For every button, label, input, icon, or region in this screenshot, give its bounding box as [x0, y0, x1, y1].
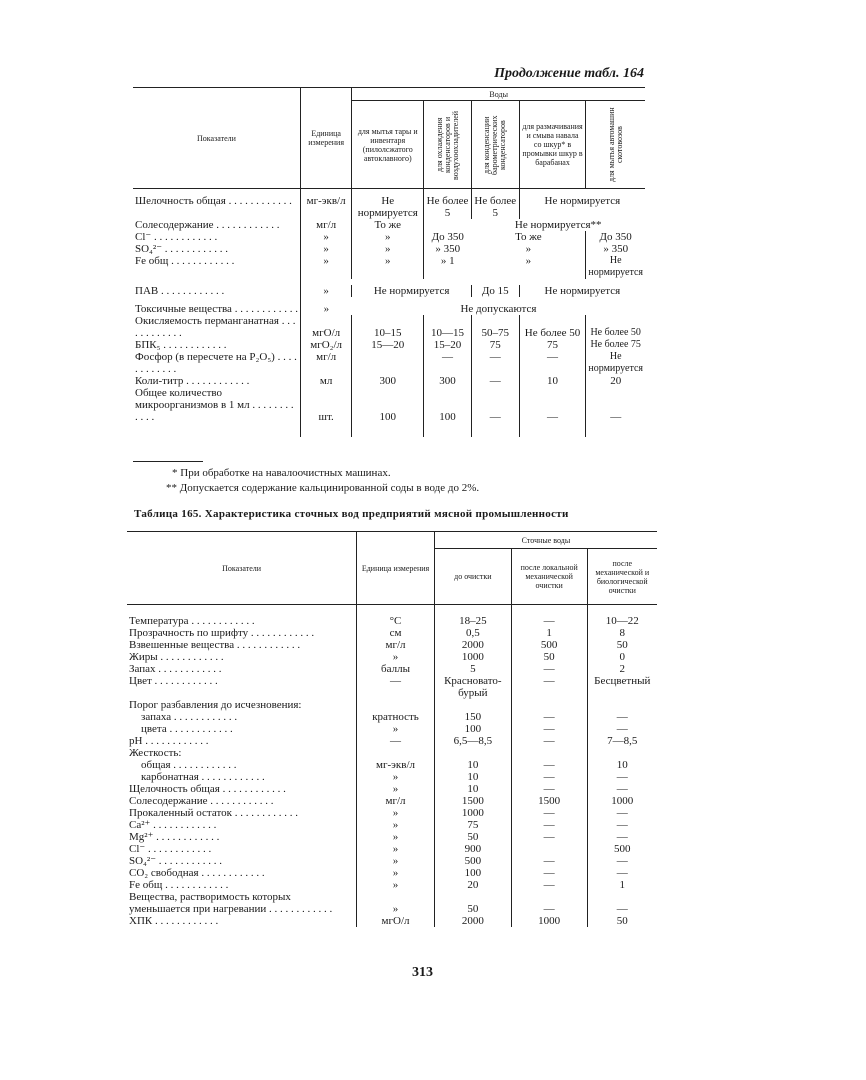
- t2-r23-c3: 50: [587, 915, 657, 927]
- table-row: [127, 783, 657, 795]
- t2-r13-c1: 10: [434, 783, 511, 795]
- t2-r1-c1: 0,5: [434, 627, 511, 639]
- table-row: [133, 255, 645, 279]
- t1-r5-c3: До 15: [471, 285, 519, 297]
- t2-r13-c3: —: [587, 783, 657, 795]
- t1-r1-unit: мг/л: [300, 219, 351, 231]
- table-row: [127, 747, 657, 759]
- t2-r12-c3: —: [587, 771, 657, 783]
- t1-r8-c1: 15—20: [352, 339, 424, 351]
- t1-r9-name: Фосфор (в пересчете на P₂O₅) . . .: [133, 351, 300, 375]
- table-row: [133, 243, 645, 255]
- t1-r11-c5: —: [586, 387, 645, 423]
- t2-r19-c1: 500: [434, 855, 511, 867]
- page-number: 313: [412, 965, 433, 980]
- t2-r7-c3: —: [587, 711, 657, 723]
- t1-r0-c45: Не нормируется: [519, 195, 645, 219]
- t2-r5-c1: Красновато-бурый: [434, 675, 511, 699]
- t2-header-unit: Единица измерения: [357, 532, 435, 605]
- table-row: [133, 285, 645, 297]
- t1-r9-c4: —: [519, 351, 586, 375]
- t1-header-c4: для размачивания и смыва навала со шкур* в промывки шкур в барабанах: [519, 101, 586, 189]
- t1-r0-c3: Не более 5: [471, 195, 519, 219]
- t1-r0-name: Шелочность общая . . .: [133, 195, 300, 219]
- t1-r8-c4: 75: [519, 339, 586, 351]
- t1-r9-unit: мг/л: [300, 351, 351, 375]
- t2-r20-c1: 100: [434, 867, 511, 879]
- table-165: [127, 531, 657, 927]
- t2-r0-unit: °С: [357, 615, 435, 627]
- t2-r9-c3: 7—8,5: [587, 735, 657, 747]
- t2-r3-unit: »: [357, 651, 435, 663]
- table-row: [127, 915, 657, 927]
- t1-r9-c2: —: [424, 351, 472, 375]
- t1-r7-c4: Не более 50: [519, 315, 586, 339]
- t2-r9-c2: —: [511, 735, 587, 747]
- table-row: [133, 219, 645, 231]
- table-row: [127, 735, 657, 747]
- t2-r5-name: Цвет . . .: [127, 675, 357, 699]
- table-row: [127, 711, 657, 723]
- t1-body: [133, 189, 645, 437]
- table-row: [133, 375, 645, 387]
- t1-header-unit: Единица измерения: [300, 88, 351, 189]
- t1-r3-unit: »: [300, 243, 351, 255]
- t1-r11-unit: шт.: [300, 387, 351, 423]
- t2-r22-name: Вещества, растворимость которых уменьшается при нагревании . . .: [127, 891, 357, 915]
- t2-header-waste: Сточные воды: [434, 532, 657, 549]
- t1-r10-name: Коли-титр . . .: [133, 375, 300, 387]
- t2-r3-c1: 1000: [434, 651, 511, 663]
- t2-r15-name: Прокаленный остаток . . .: [127, 807, 357, 819]
- footnote-1: * При обработке на навалоочистных машинах.: [172, 467, 391, 479]
- table-row: [127, 651, 657, 663]
- t1-r10-unit: мл: [300, 375, 351, 387]
- t1-r9-c3: —: [471, 351, 519, 375]
- t2-r22-c1: 50: [434, 891, 511, 915]
- t2-r23-name: ХПК . . .: [127, 915, 357, 927]
- table-row: [127, 627, 657, 639]
- table-row: [127, 867, 657, 879]
- t1-r2-c2: До 350: [424, 231, 472, 243]
- t2-r14-unit: мг/л: [357, 795, 435, 807]
- t2-r19-c2: —: [511, 855, 587, 867]
- t2-r10-c2: [511, 747, 587, 759]
- t1-r4-c2: » 1: [424, 255, 472, 279]
- t1-r5-unit: »: [300, 285, 351, 297]
- t2-r15-c3: —: [587, 807, 657, 819]
- t1-header-c5: для мытья автомашин скотовозов: [606, 107, 624, 182]
- t2-r20-name: CO₂ свободная . . .: [127, 867, 357, 879]
- table-row: [133, 339, 645, 351]
- t2-r5-c2: —: [511, 675, 587, 699]
- table-row: [133, 195, 645, 219]
- t2-r11-c1: 10: [434, 759, 511, 771]
- t2-r17-c2: —: [511, 831, 587, 843]
- t2-r4-name: Запах . . .: [127, 663, 357, 675]
- t1-r3-name: SO₄²⁻ . . .: [133, 243, 300, 255]
- t1-r8-unit: мгО₂/л: [300, 339, 351, 351]
- t2-r14-c3: 1000: [587, 795, 657, 807]
- t2-r10-name: Жесткость:: [129, 746, 182, 759]
- table-row: [127, 843, 657, 855]
- t2-r12-c2: —: [511, 771, 587, 783]
- t1-r8-c5: Не более 75: [586, 339, 645, 351]
- table-row: [127, 807, 657, 819]
- t2-r10-c1: [434, 747, 511, 759]
- t2-r1-c3: 8: [587, 627, 657, 639]
- table-row: [127, 855, 657, 867]
- t1-r4-c3: »: [525, 254, 532, 267]
- t2-r15-c1: 1000: [434, 807, 511, 819]
- t1-r2-name: Cl⁻ . . .: [133, 231, 300, 243]
- t1-r4-unit: »: [300, 255, 351, 279]
- t2-r12-unit: »: [357, 771, 435, 783]
- t1-r4-c45: Не нормируется: [586, 255, 645, 279]
- t1-r2-unit: »: [300, 231, 351, 243]
- table-row: [127, 771, 657, 783]
- table-row: [127, 795, 657, 807]
- table-row: [133, 231, 645, 243]
- t1-r11-c1: 100: [352, 387, 424, 423]
- t2-r2-c3: 50: [587, 639, 657, 651]
- t2-r21-c3: 1: [587, 879, 657, 891]
- t2-r7-c1: 150: [434, 711, 511, 723]
- t1-r11-c2: 100: [424, 387, 472, 423]
- t2-r19-unit: »: [357, 855, 435, 867]
- t1-r6-name: Токсичные вещества . . .: [133, 303, 300, 315]
- t1-r1-c2: [424, 219, 472, 231]
- t2-r13-c2: —: [511, 783, 587, 795]
- t2-r1-name: Прозрачность по шрифту . . .: [127, 627, 357, 639]
- t1-header-c3: для конденсации барометрических конденсаторов: [482, 114, 508, 175]
- t2-r11-c3: 10: [587, 759, 657, 771]
- t1-r3-c45: » 350: [586, 243, 645, 255]
- t2-r0-c2: —: [511, 615, 587, 627]
- t2-r15-unit: »: [357, 807, 435, 819]
- t2-r6-c3: [587, 699, 657, 711]
- table-row: [127, 663, 657, 675]
- t2-r3-c2: 50: [511, 651, 587, 663]
- t2-r7-name: запаха . . .: [127, 711, 357, 723]
- t1-r10-c4: 10: [519, 375, 586, 387]
- table-row: [127, 879, 657, 891]
- t2-r11-unit: мг-экв/л: [357, 759, 435, 771]
- t2-r19-c3: —: [587, 855, 657, 867]
- t1-header-c1: для мытья тары и инвентаря (пилолсжатого автоклавного): [352, 101, 424, 189]
- t2-r12-c1: 10: [434, 771, 511, 783]
- t2-r20-c3: —: [587, 867, 657, 879]
- t2-r18-name: Cl⁻ . . .: [127, 843, 357, 855]
- t2-r21-c1: 20: [434, 879, 511, 891]
- t2-r17-name: Mg²⁺ . . .: [127, 831, 357, 843]
- t1-r3-c1: »: [352, 243, 424, 255]
- t1-r8-c3: 75: [471, 339, 519, 351]
- t2-r16-c1: 75: [434, 819, 511, 831]
- t1-r7-c5: Не более 50: [586, 315, 645, 339]
- t1-header-c2: для охлаждения конденсаторов и воздухоохладителей: [434, 109, 460, 180]
- t2-r13-name: Щелочность общая . . .: [127, 783, 357, 795]
- t2-r6-unit: [357, 699, 435, 711]
- continuation-caption: Продолжение табл. 164: [494, 66, 644, 81]
- t1-r9-c1: [352, 351, 424, 375]
- t1-r1-c3: Не нормируется**: [514, 218, 602, 231]
- t2-header-c3: после механической и биологической очистки: [587, 549, 657, 605]
- t2-r17-c3: —: [587, 831, 657, 843]
- table-row: [127, 639, 657, 651]
- t1-r11-name: Общее количество микроорганизмов в 1 мл . . .: [133, 387, 300, 423]
- t1-r7-c3: 50–75: [471, 315, 519, 339]
- footnote-rule: [133, 461, 203, 462]
- t1-r7-unit: мгО/л: [300, 315, 351, 339]
- t2-r10-unit: [357, 747, 435, 759]
- table-row: [127, 675, 657, 699]
- t2-r21-name: Fe общ . . .: [127, 879, 357, 891]
- t2-r7-c2: —: [511, 711, 587, 723]
- table-row: [127, 831, 657, 843]
- t2-r23-unit: мгО/л: [357, 915, 435, 927]
- t1-r11-c4: —: [519, 387, 586, 423]
- t2-r12-name: карбонатная . . .: [127, 771, 357, 783]
- t2-body: [127, 605, 657, 927]
- table-row: [133, 351, 645, 375]
- t1-r3-c2: » 350: [424, 243, 472, 255]
- t2-r0-name: Температура . . .: [127, 615, 357, 627]
- t1-r0-c2: Не более 5: [424, 195, 472, 219]
- t2-r17-c1: 50: [434, 831, 511, 843]
- t1-r5-name: ПАВ . . .: [133, 285, 300, 297]
- t2-r8-unit: »: [357, 723, 435, 735]
- table-165-title: Таблица 165. Характеристика сточных вод предприятий мясной промышленности: [134, 508, 569, 520]
- t1-header-c3-cell: [471, 101, 519, 189]
- t1-r7-c2: 10—15: [424, 315, 472, 339]
- t1-r10-c3: —: [471, 375, 519, 387]
- table-row: [133, 387, 645, 423]
- t2-r18-c3: 500: [587, 843, 657, 855]
- t2-r1-unit: см: [357, 627, 435, 639]
- t2-header-indicator: Показатели: [127, 532, 357, 605]
- t2-r9-name: pH . . .: [127, 735, 357, 747]
- t2-r14-name: Солесодержание . . .: [127, 795, 357, 807]
- t2-r15-c2: —: [511, 807, 587, 819]
- t1-r10-c1: 300: [352, 375, 424, 387]
- t2-r6-name: Порог разбавления до исчезновения:: [129, 698, 302, 711]
- t2-r20-unit: »: [357, 867, 435, 879]
- t1-r0-c1: Не нормируется: [352, 195, 424, 219]
- t2-r22-c2: —: [511, 891, 587, 915]
- t1-r7-c1: 10–15: [352, 315, 424, 339]
- t2-r21-c2: —: [511, 879, 587, 891]
- t1-r7-name: Окисляемость перманганатная . . .: [133, 315, 300, 339]
- t1-r11-c3: —: [471, 387, 519, 423]
- table-row: [127, 891, 657, 915]
- t2-r3-c3: 0: [587, 651, 657, 663]
- t2-r8-c3: —: [587, 723, 657, 735]
- t2-r14-c1: 1500: [434, 795, 511, 807]
- table-row: [127, 723, 657, 735]
- t1-r8-name: БПК₅ . . .: [133, 339, 300, 351]
- t1-r5-c45: Не нормируется: [519, 285, 645, 297]
- t2-r18-c2: [511, 843, 587, 855]
- t2-r0-c1: 18–25: [434, 615, 511, 627]
- t2-r21-unit: »: [357, 879, 435, 891]
- table-row: [127, 759, 657, 771]
- t1-r3-c3: »: [525, 242, 532, 255]
- table-row: [127, 699, 657, 711]
- t1-r5-c1: Не нормируется: [352, 285, 472, 297]
- t2-r3-name: Жиры . . .: [127, 651, 357, 663]
- t1-r0-unit: мг-экв/л: [300, 195, 351, 219]
- t1-r1-name: Солесодержание . . .: [133, 219, 300, 231]
- t2-r22-c3: —: [587, 891, 657, 915]
- t1-r8-c2: 15–20: [424, 339, 472, 351]
- t2-r16-c3: —: [587, 819, 657, 831]
- t2-r23-c1: 2000: [434, 915, 511, 927]
- t2-r5-unit: —: [357, 675, 435, 699]
- t2-r4-c1: 5: [434, 663, 511, 675]
- t2-r6-c2: [511, 699, 587, 711]
- table-row: [127, 819, 657, 831]
- table-164-continuation: [133, 87, 645, 437]
- t1-r10-c5: 20: [586, 375, 645, 387]
- t2-r2-c2: 500: [511, 639, 587, 651]
- t2-r13-unit: »: [357, 783, 435, 795]
- t1-r6-c2: Не допускаются: [460, 302, 537, 315]
- t2-r0-c3: 10—22: [587, 615, 657, 627]
- t1-r4-c1: »: [352, 255, 424, 279]
- t2-r11-name: общая . . .: [127, 759, 357, 771]
- t1-r2-c45: До 350: [586, 231, 645, 243]
- t2-r6-c1: [434, 699, 511, 711]
- table-row: [133, 315, 645, 339]
- t1-header-c2-cell: [424, 101, 472, 189]
- t2-r9-unit: —: [357, 735, 435, 747]
- t2-header-c2: после локальной механической очистки: [511, 549, 587, 605]
- t2-r2-c1: 2000: [434, 639, 511, 651]
- t2-r20-c2: —: [511, 867, 587, 879]
- t2-r22-unit: »: [357, 891, 435, 915]
- t2-r16-name: Ca²⁺ . . .: [127, 819, 357, 831]
- t2-r4-unit: баллы: [357, 663, 435, 675]
- t2-r7-unit: кратность: [357, 711, 435, 723]
- t2-r18-c1: 900: [434, 843, 511, 855]
- t2-r14-c2: 1500: [511, 795, 587, 807]
- t2-r4-c3: 2: [587, 663, 657, 675]
- t1-r1-c1: То же: [352, 219, 424, 231]
- t1-r10-c2: 300: [424, 375, 472, 387]
- t1-r9-c5: Не нормируется: [586, 351, 645, 375]
- t1-header-c5-cell: [586, 101, 645, 189]
- t1-r4-name: Fe общ . . .: [133, 255, 300, 279]
- table-row: [133, 303, 645, 315]
- table-row: [127, 615, 657, 627]
- t2-r8-c1: 100: [434, 723, 511, 735]
- t2-r2-unit: мг/л: [357, 639, 435, 651]
- t2-r17-unit: »: [357, 831, 435, 843]
- t1-header-water: Воды: [352, 88, 645, 101]
- t2-r2-name: Взвешенные вещества . . .: [127, 639, 357, 651]
- t2-r8-c2: —: [511, 723, 587, 735]
- t2-r8-name: цвета . . .: [127, 723, 357, 735]
- t2-r11-c2: —: [511, 759, 587, 771]
- t2-r1-c2: 1: [511, 627, 587, 639]
- t2-r4-c2: —: [511, 663, 587, 675]
- t2-r10-c3: [587, 747, 657, 759]
- t2-r16-c2: —: [511, 819, 587, 831]
- t1-header-indicator: Показатели: [133, 88, 300, 189]
- t2-r23-c2: 1000: [511, 915, 587, 927]
- t2-header-c1: до очистки: [434, 549, 511, 605]
- t1-r2-c1: »: [352, 231, 424, 243]
- t2-r9-c1: 6,5—8,5: [434, 735, 511, 747]
- t2-r5-c3: Бесцветный: [587, 675, 657, 699]
- footnote-2: ** Допускается содержание кальцинированной соды в воде до 2%.: [166, 482, 480, 494]
- t2-r16-unit: »: [357, 819, 435, 831]
- t1-r2-c3: То же: [515, 230, 542, 243]
- t1-r6-unit: »: [300, 303, 351, 315]
- t2-r19-name: SO₄²⁻ . . .: [127, 855, 357, 867]
- t2-r18-unit: »: [357, 843, 435, 855]
